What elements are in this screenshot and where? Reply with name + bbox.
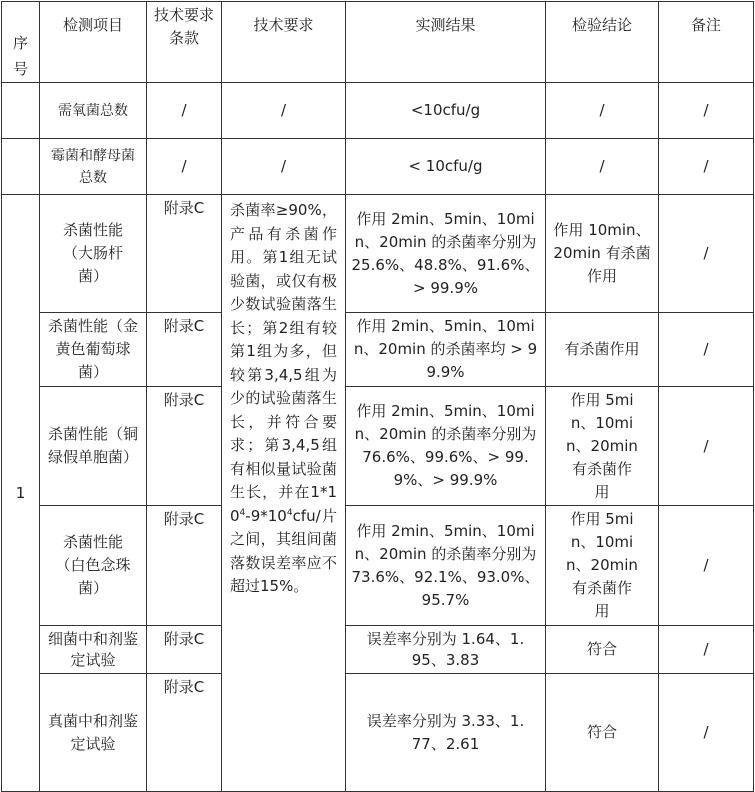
- row-seq: [2, 139, 40, 195]
- table-row: [2, 313, 754, 387]
- requirement-text-mid: -9*10: [245, 506, 287, 525]
- row-result: < 10cfu/g: [346, 139, 546, 195]
- row-item: 杀菌性能（铜绿假单胞菌）: [40, 387, 147, 506]
- header-conclusion: 检验结论: [546, 2, 659, 83]
- row-item: 真菌中和剂鉴定试验: [40, 674, 147, 792]
- row-clause: 附录C: [147, 195, 222, 313]
- inspection-table: [1, 1, 754, 792]
- header-clause: 技术要求条款: [147, 2, 222, 83]
- row-conclusion: 有杀菌作用: [546, 313, 659, 387]
- header-remark: 备注: [659, 2, 754, 83]
- table-row: [2, 506, 754, 626]
- requirement-text-before: 杀菌率≥90%，产品有杀菌作用。第1组无试验菌，或仅有极少数试验菌落生长；第2组有较第1组为多，但较第3,4,5组为少的试验菌落生长，并符合要求；第3,4,5组有相似量试验菌生长，并在1*10: [230, 201, 337, 525]
- table-row: [2, 195, 754, 313]
- row-clause: 附录C: [147, 506, 222, 626]
- row-result: 作用 2min、5min、10min、20min 的杀菌率分别为 73.6%、92.1%、93.0%、95.7%: [346, 506, 546, 626]
- row-item: 需氧菌总数: [40, 83, 147, 139]
- table-row: [2, 139, 754, 195]
- header-result: 实测结果: [346, 2, 546, 83]
- row-item: 杀菌性能（大肠杆菌）: [40, 195, 147, 313]
- row-conclusion: 符合: [546, 674, 659, 792]
- row-clause: 附录C: [147, 674, 222, 792]
- row-item: 细菌中和剂鉴定试验: [40, 626, 147, 674]
- row-result: 误差率分别为 1.64、1.95、3.83: [346, 626, 546, 674]
- row-result: 作用 2min、5min、10min、20min 的杀菌率分别为 25.6%、48.8%、91.6%、> 99.9%: [346, 195, 546, 313]
- row-item: 霉菌和酵母菌总数: [40, 139, 147, 195]
- row-clause: 附录C: [147, 626, 222, 674]
- row-item: 杀菌性能（白色念珠菌）: [40, 506, 147, 626]
- row-requirement: /: [222, 83, 346, 139]
- row-clause: /: [147, 83, 222, 139]
- group-seq: 1: [2, 195, 40, 792]
- row-conclusion: /: [546, 139, 659, 195]
- group-requirement: [222, 195, 346, 792]
- header-seq: 序号: [2, 2, 40, 83]
- row-remark: /: [659, 83, 754, 139]
- row-conclusion: /: [546, 83, 659, 139]
- row-remark: /: [659, 387, 754, 506]
- requirement-exponent-1: 4: [239, 507, 246, 518]
- requirement-exponent-2: 4: [286, 507, 293, 518]
- row-result: 误差率分别为 3.33、1.77、2.61: [346, 674, 546, 792]
- row-remark: /: [659, 674, 754, 792]
- row-item: 杀菌性能（金黄色葡萄球菌）: [40, 313, 147, 387]
- row-clause: /: [147, 139, 222, 195]
- row-clause: 附录C: [147, 387, 222, 506]
- row-clause: 附录C: [147, 313, 222, 387]
- header-item: 检测项目: [40, 2, 147, 83]
- row-result: 作用 2min、5min、10min、20min 的杀菌率分别为 76.6%、99.6%、> 99.9%、> 99.9%: [346, 387, 546, 506]
- row-remark: /: [659, 195, 754, 313]
- row-result: <10cfu/g: [346, 83, 546, 139]
- table-row: [2, 83, 754, 139]
- row-remark: /: [659, 139, 754, 195]
- header-requirement: 技术要求: [222, 2, 346, 83]
- row-remark: /: [659, 313, 754, 387]
- table-row: [2, 387, 754, 506]
- row-conclusion: 作用 5min、10min、20min 有杀菌作用: [546, 506, 659, 626]
- row-conclusion: 符合: [546, 626, 659, 674]
- header-row: [2, 2, 754, 83]
- row-conclusion: 作用 5min、10min、20min 有杀菌作用: [546, 387, 659, 506]
- row-requirement: /: [222, 139, 346, 195]
- table-row: [2, 674, 754, 792]
- row-remark: /: [659, 506, 754, 626]
- row-conclusion: 作用 10min、20min 有杀菌作用: [546, 195, 659, 313]
- row-result: 作用 2min、5min、10min、20min 的杀菌率均 > 99.9%: [346, 313, 546, 387]
- row-seq: [2, 83, 40, 139]
- row-remark: /: [659, 626, 754, 674]
- table-row: [2, 626, 754, 674]
- requirement-text-after: cfu/片之间，其组间菌落数误差率应不超过15%。: [230, 506, 337, 595]
